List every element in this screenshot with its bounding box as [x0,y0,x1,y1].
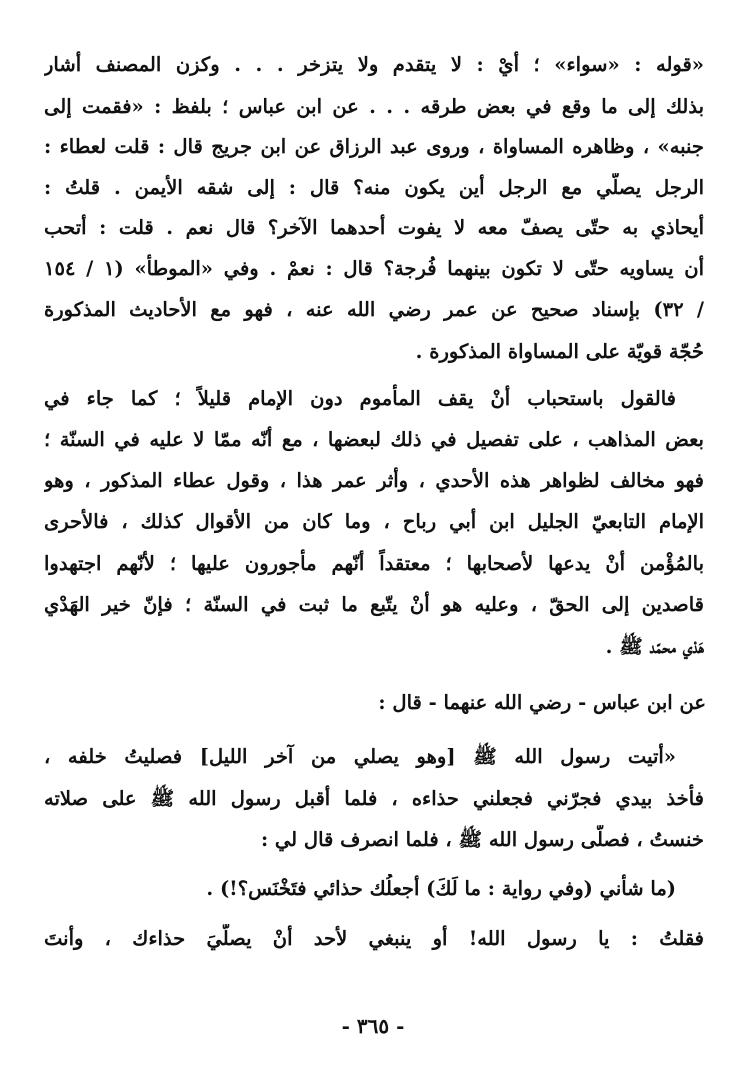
text-line-18: فأخذ بيدي فجرّني فجعلني حذاءه ، فلما أقبل رسول الله ﷺ على صلاته [44,787,704,810]
text-line-12: الإمام التابعيّ الجليل ابن أبي رباح ، وما كان من الأقوال كذلك ، فالأحرى [44,510,704,533]
hadith-intro-line: عن ابن عباس - رضي الله عنهما - قال : [378,691,706,714]
text-line-14: قاصدين إلى الحقّ ، وعليه هو أنْ يتّبع ما ثبت في السنّة ؛ فإنّ خير الهَدْي [44,593,704,616]
text-line-9: فالقول باستحباب أنْ يقف المأموم دون الإمام قليلاً ؛ كما جاء في [44,387,676,410]
text-line-19: خنستُ ، فصلّى رسول الله ﷺ ، فلما انصرف قال لي : [260,828,704,851]
text-line-17: «أتيت رسول الله ﷺ [وهو يصلي من آخر الليل] فصليتُ خلفه ، [44,745,676,768]
text-line-15: هَدْي محمّد ﷺ . [605,635,704,658]
text-line-13: بالمُؤْمن أنْ يدعها لأصحابها ؛ معتقداً أنّهم مأجورون عليها ؛ لأنّهم اجتهدوا [44,552,704,575]
text-line-11: فهو مخالف لظواهر هذه الأحدي ، وأثر عمر هذا ، وقول عطاء المذكور ، وهو [44,469,704,492]
page-number: - ٣٦٥ - [341,1014,405,1038]
text-line-4: الرجل يصلّي مع الرجل أين يكون منه؟ قال : إلى شقه الأيمن . قلتُ : [44,176,704,199]
text-line-10: بعض المذاهب ، على تفصيل في ذلك لبعضها ، مع أنّه ممّا لا عليه في السنّة ؛ [44,428,704,451]
text-line-1: «قوله : «سواء» ؛ أيْ : لا يتقدم ولا يتزخر . . . وكزن المصنف أشار [44,53,704,76]
text-line-3: جنبه» ، وظاهره المساواة ، وروى عبد الرزاق عن ابن جريج قال : قلت لعطاء : [44,135,704,158]
text-line-6: أن يساويه حتّى لا تكون بينهما فُرجة؟ قال : نعمْ . وفي «الموطأ» (١ / ١٥٤ [44,257,704,280]
text-line-2: بذلك إلى ما وقع في بعض طرقه . . . عن ابن عباس ؛ بلفظ : «فقمت إلى [44,95,704,118]
text-line-8: حُجّة قويّة على المساواة المذكورة . [415,340,704,363]
text-line-7: / ٣٢) بإسناد صحيح عن عمر رضي الله عنه ، فهو مع الأحاديث المذكورة [44,298,704,321]
text-line-5: أيحاذي به حتّى يصفّ معه لا يفوت أحدهما الآخر؟ قال نعم . قلت : أتحب [44,216,704,239]
text-line-20: (ما شأني (وفي رواية : ما لَكَ) أجعلُك حذائي فتَخْنَس؟!) . [206,877,676,900]
text-line-21: فقلتُ : يا رسول الله! أو ينبغي لأحد أنْ يصلّيَ حذاءك ، وأنتَ [44,927,704,950]
